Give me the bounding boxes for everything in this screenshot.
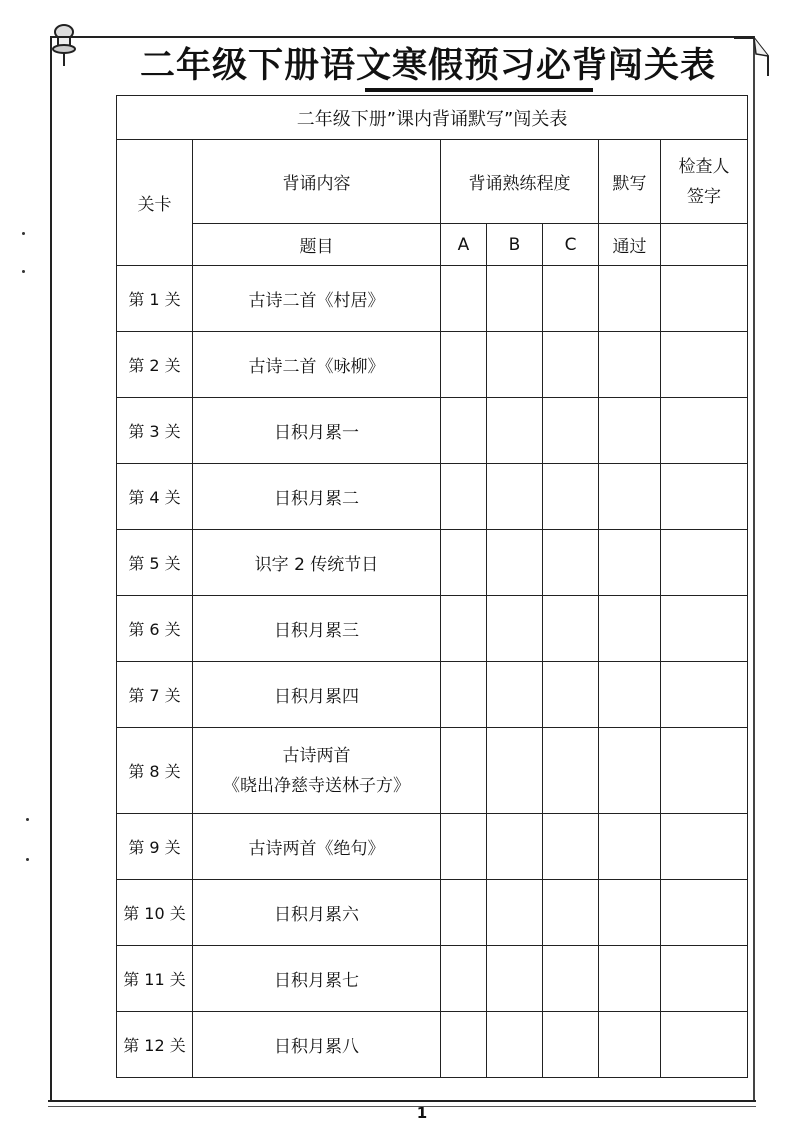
title-cell: 日积月累三 (193, 596, 441, 662)
header-topic: 题目 (193, 224, 441, 266)
grade-c-cell (543, 398, 599, 464)
header-proficiency: 背诵熟练程度 (441, 140, 599, 224)
level-cell: 第 12 关 (117, 1012, 193, 1078)
table-row (117, 530, 748, 596)
level-cell: 第 2 关 (117, 332, 193, 398)
grade-a-cell (441, 596, 487, 662)
grade-c-cell (543, 880, 599, 946)
grade-a-cell (441, 530, 487, 596)
grade-a-cell (441, 814, 487, 880)
grade-a-cell (441, 332, 487, 398)
title-cell: 日积月累八 (193, 1012, 441, 1078)
signature-cell (661, 464, 748, 530)
title-cell: 古诗二首《咏柳》 (193, 332, 441, 398)
signature-cell (661, 530, 748, 596)
grade-a-cell (441, 1012, 487, 1078)
table-row (117, 728, 748, 814)
grade-c-cell (543, 596, 599, 662)
table-row (117, 946, 748, 1012)
grade-a-cell (441, 662, 487, 728)
level-cell: 第 1 关 (117, 266, 193, 332)
level-cell: 第 8 关 (117, 728, 193, 814)
scan-dot (22, 232, 25, 235)
table-row (117, 332, 748, 398)
scan-dot (26, 858, 29, 861)
grade-b-cell (487, 1012, 543, 1078)
grade-b-cell (487, 728, 543, 814)
grade-c-cell (543, 662, 599, 728)
header-grade-b: B (487, 224, 543, 266)
grade-b-cell (487, 332, 543, 398)
bottom-rule (48, 1100, 756, 1107)
title-cell: 古诗两首《绝句》 (193, 814, 441, 880)
passed-cell (599, 946, 661, 1012)
passed-cell (599, 662, 661, 728)
passed-cell (599, 464, 661, 530)
level-cell: 第 3 关 (117, 398, 193, 464)
table-caption: 二年级下册”课内背诵默写”闯关表 (117, 96, 748, 140)
grade-a-cell (441, 464, 487, 530)
table-row (117, 662, 748, 728)
grade-b-cell (487, 880, 543, 946)
grade-a-cell (441, 880, 487, 946)
grade-a-cell (441, 266, 487, 332)
title-cell: 日积月累七 (193, 946, 441, 1012)
grade-c-cell (543, 946, 599, 1012)
grade-b-cell (487, 946, 543, 1012)
table-row (117, 464, 748, 530)
grade-c-cell (543, 814, 599, 880)
page-number: 1 (416, 1104, 428, 1122)
scan-dot (22, 270, 25, 273)
header-checker (661, 140, 748, 224)
passed-cell (599, 398, 661, 464)
level-cell: 第 7 关 (117, 662, 193, 728)
signature-cell (661, 266, 748, 332)
header-checker-line2: 签字 (687, 186, 722, 207)
passed-cell (599, 728, 661, 814)
signature-cell (661, 398, 748, 464)
title-underline (365, 88, 593, 92)
header-checker-blank (661, 224, 748, 266)
grade-c-cell (543, 332, 599, 398)
passed-cell (599, 530, 661, 596)
grade-c-cell (543, 728, 599, 814)
header-passed: 通过 (599, 224, 661, 266)
passed-cell (599, 1012, 661, 1078)
level-cell: 第 11 关 (117, 946, 193, 1012)
title-cell: 日积月累六 (193, 880, 441, 946)
level-cell: 第 5 关 (117, 530, 193, 596)
table-row (117, 266, 748, 332)
grade-b-cell (487, 596, 543, 662)
signature-cell (661, 946, 748, 1012)
header-content: 背诵内容 (193, 140, 441, 224)
passed-cell (599, 880, 661, 946)
grade-c-cell (543, 530, 599, 596)
passed-cell (599, 332, 661, 398)
signature-cell (661, 814, 748, 880)
grade-b-cell (487, 398, 543, 464)
level-cell: 第 9 关 (117, 814, 193, 880)
header-grade-c: C (543, 224, 599, 266)
title-cell: 古诗二首《村居》 (193, 266, 441, 332)
title-cell: 日积月累四 (193, 662, 441, 728)
title-cell: 日积月累一 (193, 398, 441, 464)
page-fold-icon (734, 36, 770, 76)
grade-c-cell (543, 1012, 599, 1078)
table-row (117, 1012, 748, 1078)
title-cell (193, 728, 441, 814)
main-title: 二年级下册语文寒假预习必背闯关表 (139, 46, 716, 86)
grade-a-cell (441, 398, 487, 464)
table-row (117, 398, 748, 464)
grade-b-cell (487, 464, 543, 530)
header-grade-a: A (441, 224, 487, 266)
scan-dot (26, 818, 29, 821)
grade-b-cell (487, 530, 543, 596)
grade-b-cell (487, 662, 543, 728)
table-row (117, 880, 748, 946)
title-line1: 古诗两首 (282, 745, 351, 766)
level-cell: 第 10 关 (117, 880, 193, 946)
level-cell: 第 6 关 (117, 596, 193, 662)
signature-cell (661, 728, 748, 814)
header-dictation: 默写 (599, 140, 661, 224)
signature-cell (661, 1012, 748, 1078)
grade-a-cell (441, 728, 487, 814)
title-cell: 日积月累二 (193, 464, 441, 530)
grade-b-cell (487, 814, 543, 880)
table-row (117, 814, 748, 880)
grade-a-cell (441, 946, 487, 1012)
signature-cell (661, 596, 748, 662)
grade-c-cell (543, 266, 599, 332)
title-cell: 识字 2 传统节日 (193, 530, 441, 596)
title-line2: 《晓出净慈寺送林子方》 (223, 775, 410, 796)
signature-cell (661, 332, 748, 398)
header-level: 关卡 (117, 140, 193, 266)
passed-cell (599, 814, 661, 880)
signature-cell (661, 662, 748, 728)
header-checker-line1: 检查人 (678, 156, 730, 177)
level-cell: 第 4 关 (117, 464, 193, 530)
table-row (117, 596, 748, 662)
grade-b-cell (487, 266, 543, 332)
grade-c-cell (543, 464, 599, 530)
passed-cell (599, 266, 661, 332)
passed-cell (599, 596, 661, 662)
recitation-table (116, 95, 748, 1078)
signature-cell (661, 880, 748, 946)
pushpin-icon (44, 22, 84, 68)
